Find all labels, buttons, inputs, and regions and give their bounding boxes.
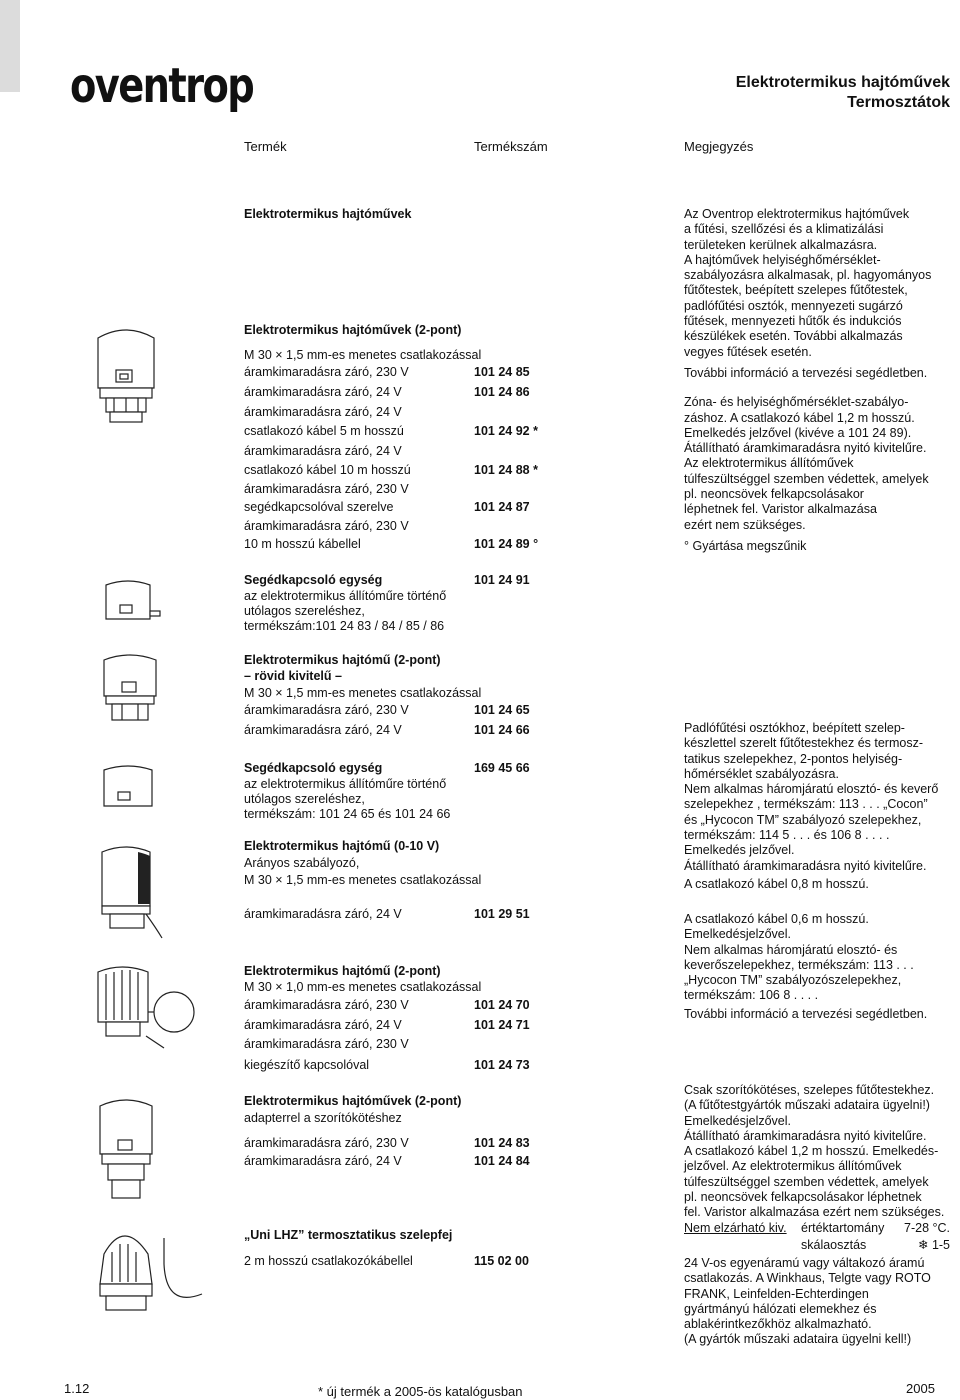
note-line: (A fűtőtestgyártók műszaki adataira ügyelni!): [684, 1098, 930, 1113]
product-number: 169 45 66: [474, 761, 530, 775]
note-line: (A gyártók műszaki adataira ügyelni kell!): [684, 1332, 912, 1347]
product-variant: áramkimaradásra záró, 24 V: [244, 1018, 402, 1032]
product-title: Elektrotermikus hajtómű (2-pont): [244, 964, 441, 978]
note-line: és „Hycocon TM” szabályozó szelepekhez,: [684, 812, 922, 827]
spec-value: 7-28 °C.: [904, 1221, 950, 1235]
note-line: Átállítható áramkimaradásra nyitó kivitelűre.: [684, 858, 927, 873]
actuator-0-10v-image: [96, 838, 174, 942]
product-title: Elektrotermikus hajtómű (0-10 V): [244, 839, 440, 853]
spec-key: skálaosztás: [801, 1238, 867, 1252]
auxiliary-switch-image: [100, 760, 162, 810]
product-number: 101 24 91: [474, 573, 530, 587]
product-title: Elektrotermikus hajtóművek (2-pont): [244, 1094, 462, 1108]
product-spec: M 30 × 1,5 mm-es menetes csatlakozással: [244, 348, 482, 362]
note-block: [684, 1083, 956, 1221]
note-line: A csatlakozó kábel 0,8 m hosszú.: [684, 876, 869, 891]
note-line: Emelkedés jelzővel.: [684, 843, 795, 858]
col-header-product: Termék: [244, 139, 287, 154]
note-line: A hajtóművek helyiséghőmérséklet-: [684, 252, 881, 267]
product-number: 115 02 00: [474, 1254, 529, 1268]
note-line: Az Oventrop elektrotermikus hajtóművek: [684, 207, 910, 221]
product-variant: áramkimaradásra záró, 24 V: [244, 907, 402, 921]
note-line: További információ a tervezési segédletben.: [684, 365, 928, 380]
product-variant: áramkimaradásra záró, 230 V: [244, 1037, 409, 1051]
note-line: szelepekhez , termékszám: 113 . . . „Cocon”: [684, 797, 928, 812]
oventrop-logo: oventrop: [70, 58, 254, 114]
note-line: túlfeszültséggel szemben védettek, amelyek: [684, 1174, 929, 1189]
note-line: termékszám: 114 5 . . . és 106 8 . . . .: [684, 828, 890, 843]
product-variant: segédkapcsolóval szerelve: [244, 500, 394, 514]
note-line: fel. Varistor alkalmazása ezért nem szükséges.: [684, 1205, 945, 1220]
col-header-note: Megjegyzés: [684, 139, 754, 154]
note-line: padlófűtési osztók, mennyezeti sugárzó: [684, 298, 903, 313]
note-line: területeken kerülnek alkalmazásra.: [684, 237, 878, 252]
product-number: 101 24 86: [474, 385, 530, 399]
product-title: Segédkapcsoló egység: [244, 761, 383, 775]
col-header-number: Termékszám: [474, 139, 548, 154]
product-variant: áramkimaradásra záró, 230 V: [244, 703, 409, 717]
note-line: vegyes fűtések esetén.: [684, 344, 812, 359]
note-line: túlfeszültséggel szemben védettek, amelyek: [684, 471, 929, 486]
product-title: Elektrotermikus hajtóművek (2-pont): [244, 323, 462, 337]
product-number: 101 24 87: [474, 500, 530, 514]
product-desc: az elektrotermikus állítóműre történő: [244, 589, 447, 603]
spec-key: Nem elzárható kiv.: [684, 1221, 787, 1235]
product-variant: 10 m hosszú kábellel: [244, 537, 361, 551]
page-header: [736, 73, 950, 113]
product-number: 101 24 88 *: [474, 463, 538, 477]
spec-value: ❄ 1-5: [918, 1238, 951, 1252]
note-line: jelzővel. Az elektrotermikus állítóművek: [684, 1159, 902, 1174]
product-variant: csatlakozó kábel 5 m hosszú: [244, 424, 404, 438]
note-line: gyártmányú hálózati elemekhez és: [684, 1301, 877, 1316]
product-number: 101 24 84: [474, 1154, 530, 1168]
actuator-m30x1-image: [92, 962, 202, 1054]
product-variant: áramkimaradásra záró, 24 V: [244, 723, 402, 737]
page-number: 1.12: [64, 1381, 90, 1396]
header-title: Elektrotermikus hajtóművek: [735, 74, 950, 91]
product-spec: adapterrel a szorítókötéshez: [244, 1111, 402, 1125]
note-line: szabályozásra alkalmasak, pl. hagyományos: [684, 268, 932, 283]
product-title: Elektrotermikus hajtómű (2-pont): [244, 653, 441, 667]
note-line: fűtések, mennyezeti hűtők és indukciós: [684, 314, 902, 329]
note-line: Átállítható áramkimaradásra nyitó kivitelűre.: [684, 1128, 927, 1143]
note-line: termékszám: 106 8 . . . .: [684, 988, 819, 1003]
product-desc: termékszám:101 24 83 / 84 / 85 / 86: [244, 619, 445, 633]
product-desc: utólagos szereléshez,: [244, 604, 365, 618]
note-line: Az elektrotermikus állítóművek: [684, 456, 854, 471]
note-line: Emelkedésjelzővel.: [684, 927, 791, 942]
note-line: Átállítható áramkimaradásra nyitó kivitelűre.: [684, 441, 927, 456]
product-variant: áramkimaradásra záró, 24 V: [244, 444, 402, 458]
product-desc: az elektrotermikus állítóműre történő: [244, 777, 447, 791]
note-line: Csak szorítókötéses, szelepes fűtőtestekhez.: [684, 1083, 935, 1097]
spec-key: értéktartomány: [801, 1221, 885, 1235]
note-line: ° Gyártása megszűnik: [684, 538, 807, 553]
note-line: tatikus szelepekhez, 2-pontos helyiség-: [684, 751, 903, 766]
note-line: FRANK, Leinfelden-Echterdingen: [684, 1286, 869, 1301]
actuator-2point-image: [88, 318, 164, 426]
product-desc: termékszám: 101 24 65 és 101 24 66: [244, 807, 451, 821]
product-number: 101 24 66: [474, 723, 530, 737]
product-variant: kiegészítő kapcsolóval: [244, 1058, 370, 1072]
footer-note: * új termék a 2005-ös katalógusban: [318, 1384, 523, 1399]
product-number: 101 24 65: [474, 703, 530, 717]
note-line: A csatlakozó kábel 1,2 m hosszú. Emelkedés-: [684, 1144, 939, 1159]
actuator-short-image: [100, 648, 162, 722]
note-line: Nem alkalmas háromjáratú elosztó- és: [684, 942, 898, 957]
product-number: 101 24 71: [474, 1018, 530, 1032]
auxiliary-switch-image: [100, 575, 162, 623]
note-line: Emelkedésjelzővel.: [684, 1113, 791, 1128]
note-line: ezért nem szükséges.: [684, 517, 806, 532]
note-line: További információ a tervezési segédletben.: [684, 1006, 928, 1021]
product-variant: 2 m hosszú csatlakozókábellel: [244, 1254, 413, 1268]
note-line: a fűtési, szellőzési és a klimatizálási: [684, 222, 884, 237]
note-line: „Hycocon TM” szabályozószelepekhez,: [684, 973, 902, 988]
product-variant: áramkimaradásra záró, 24 V: [244, 385, 402, 399]
note-line: Zóna- és helyiséghőmérséklet-szabályo-: [684, 395, 909, 410]
actuator-adapter-image: [96, 1090, 166, 1202]
note-line: léphetnek fel. Varistor alkalmazása: [684, 502, 877, 517]
note-block: [684, 912, 956, 1022]
footer-year: 2005: [906, 1381, 935, 1396]
product-variant: áramkimaradásra záró, 230 V: [244, 1136, 409, 1150]
product-spec: M 30 × 1,5 mm-es menetes csatlakozással: [244, 873, 482, 887]
note-line: záshoz. A csatlakozó kábel 1,2 m hosszú.: [684, 410, 915, 425]
product-number: 101 24 83: [474, 1136, 530, 1150]
note-line: hőmérséklet szabályozásra.: [684, 766, 839, 781]
product-number: 101 24 92 *: [474, 424, 538, 438]
product-number: 101 24 73: [474, 1058, 530, 1072]
note-line: készlettel szerelt fűtőtestekhez és termosz-: [684, 736, 923, 751]
product-number: 101 24 89 °: [474, 537, 539, 551]
note-line: Padlófűtési osztókhoz, beépített szelep-: [684, 721, 905, 735]
product-variant: áramkimaradásra záró, 24 V: [244, 405, 402, 419]
product-spec: M 30 × 1,0 mm-es menetes csatlakozással: [244, 980, 482, 994]
product-number: 101 24 70: [474, 998, 530, 1012]
product-title: Segédkapcsoló egység: [244, 573, 383, 587]
note-block: [684, 207, 956, 554]
note-line: fűtőtestek, beépített szelepes fűtőtestek,: [684, 283, 908, 298]
product-desc: Arányos szabályozó,: [244, 856, 360, 870]
product-subtitle: – rövid kivitelű –: [244, 669, 342, 683]
product-variant: áramkimaradásra záró, 230 V: [244, 519, 409, 533]
note-block: [684, 1256, 956, 1348]
header-subtitle: Termosztátok: [847, 94, 950, 111]
product-number: 101 29 51: [474, 907, 530, 921]
section-title: Elektrotermikus hajtóművek: [244, 207, 412, 221]
product-variant: csatlakozó kábel 10 m hosszú: [244, 463, 411, 477]
product-variant: áramkimaradásra záró, 230 V: [244, 365, 409, 379]
product-variant: áramkimaradásra záró, 230 V: [244, 998, 409, 1012]
product-spec: M 30 × 1,5 mm-es menetes csatlakozással: [244, 686, 482, 700]
note-line: Emelkedés jelzővel (kivéve a 101 24 89).: [684, 425, 912, 440]
note-block: [684, 721, 956, 892]
note-line: pl. neoncsövek felkapcsolásakor léphetnek: [684, 1190, 922, 1205]
note-line: 24 V-os egyenáramú vagy váltakozó áramú: [684, 1256, 925, 1270]
product-number: 101 24 85: [474, 365, 530, 379]
product-title: „Uni LHZ” termosztatikus szelepfej: [244, 1228, 453, 1242]
product-variant: áramkimaradásra záró, 24 V: [244, 1154, 402, 1168]
note-line: készülékek esetén. További alkalmazás: [684, 329, 903, 344]
note-line: pl. neoncsövek felkapcsolásakor: [684, 487, 864, 502]
note-line: csatlakozás. A Winkhaus, Telgte vagy ROTO: [684, 1271, 931, 1286]
product-variant: áramkimaradásra záró, 230 V: [244, 482, 409, 496]
note-line: keverőszelepekhez, termékszám: 113 . . .: [684, 957, 914, 972]
note-line: ablakérintkezőkhöz alkalmazható.: [684, 1317, 872, 1332]
note-line: Nem alkalmas háromjáratú elosztó- és keverő: [684, 782, 939, 797]
page-edge-bar: [0, 0, 20, 92]
note-line: A csatlakozó kábel 0,6 m hosszú.: [684, 912, 869, 926]
uni-lhz-thermostat-head-image: [92, 1214, 218, 1314]
product-desc: utólagos szereléshez,: [244, 792, 365, 806]
